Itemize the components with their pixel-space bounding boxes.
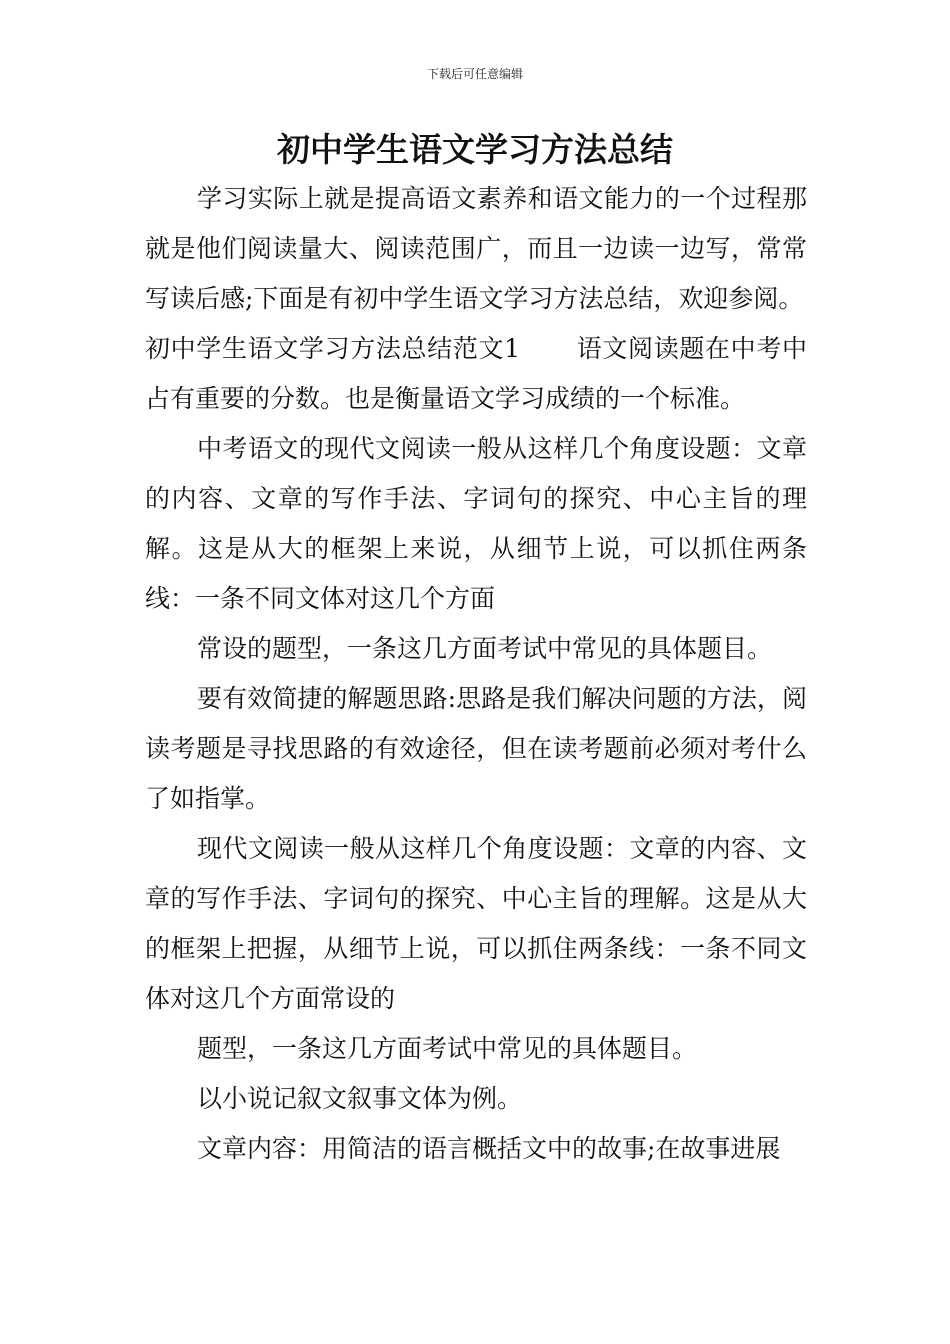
body-paragraph-1: 中考语文的现代文阅读一般从这样几个角度设题：文章的内容、文章的写作手法、字词句的探究、中心主旨的理解。这是从大的框架上来说，从细节上说，可以抓住两条线：一条不同文体对这几个方面 [145, 434, 807, 613]
document-title: 初中学生语文学习方法总结 [277, 130, 673, 169]
body-paragraph-2: 常设的题型，一条这几方面考试中常见的具体题目。 [197, 634, 773, 663]
intro-paragraph: 学习实际上就是提高语文素养和语文能力的一个过程那就是他们阅读量大、阅读范围广，而且一边读一边写，常常写读后感;下面是有初中学生语文学习方法总结，欢迎参阅。 [145, 184, 807, 313]
body-paragraph-7: 文章内容：用简洁的语言概括文中的故事;在故事进展 [197, 1134, 781, 1163]
body-paragraph-3: 要有效简捷的解题思路:思路是我们解决问题的方法，阅读考题是寻找思路的有效途径，但在读考题前必须对考什么了如指掌。 [145, 684, 807, 813]
section-heading: 初中学生语文学习方法总结范文1 [145, 334, 521, 363]
document-body [145, 174, 807, 1174]
body-paragraph-4: 现代文阅读一般从这样几个角度设题：文章的内容、文章的写作手法、字词句的探究、中心主旨的理解。这是从大的框架上把握，从细节上说，可以抓住两条线：一条不同文体对这几个方面常设的 [145, 834, 807, 1013]
section-lead: 语文阅读题在中考中占有重要的分数。也是衡量语文学习成绩的一个标准。 [145, 334, 807, 413]
header-note: 下载后可任意编辑 [426, 67, 523, 81]
body-paragraph-6: 以小说记叙文叙事文体为例。 [197, 1084, 523, 1113]
body-paragraph-5: 题型，一条这几方面考试中常见的具体题目。 [197, 1034, 698, 1063]
section-paragraph [145, 324, 807, 424]
